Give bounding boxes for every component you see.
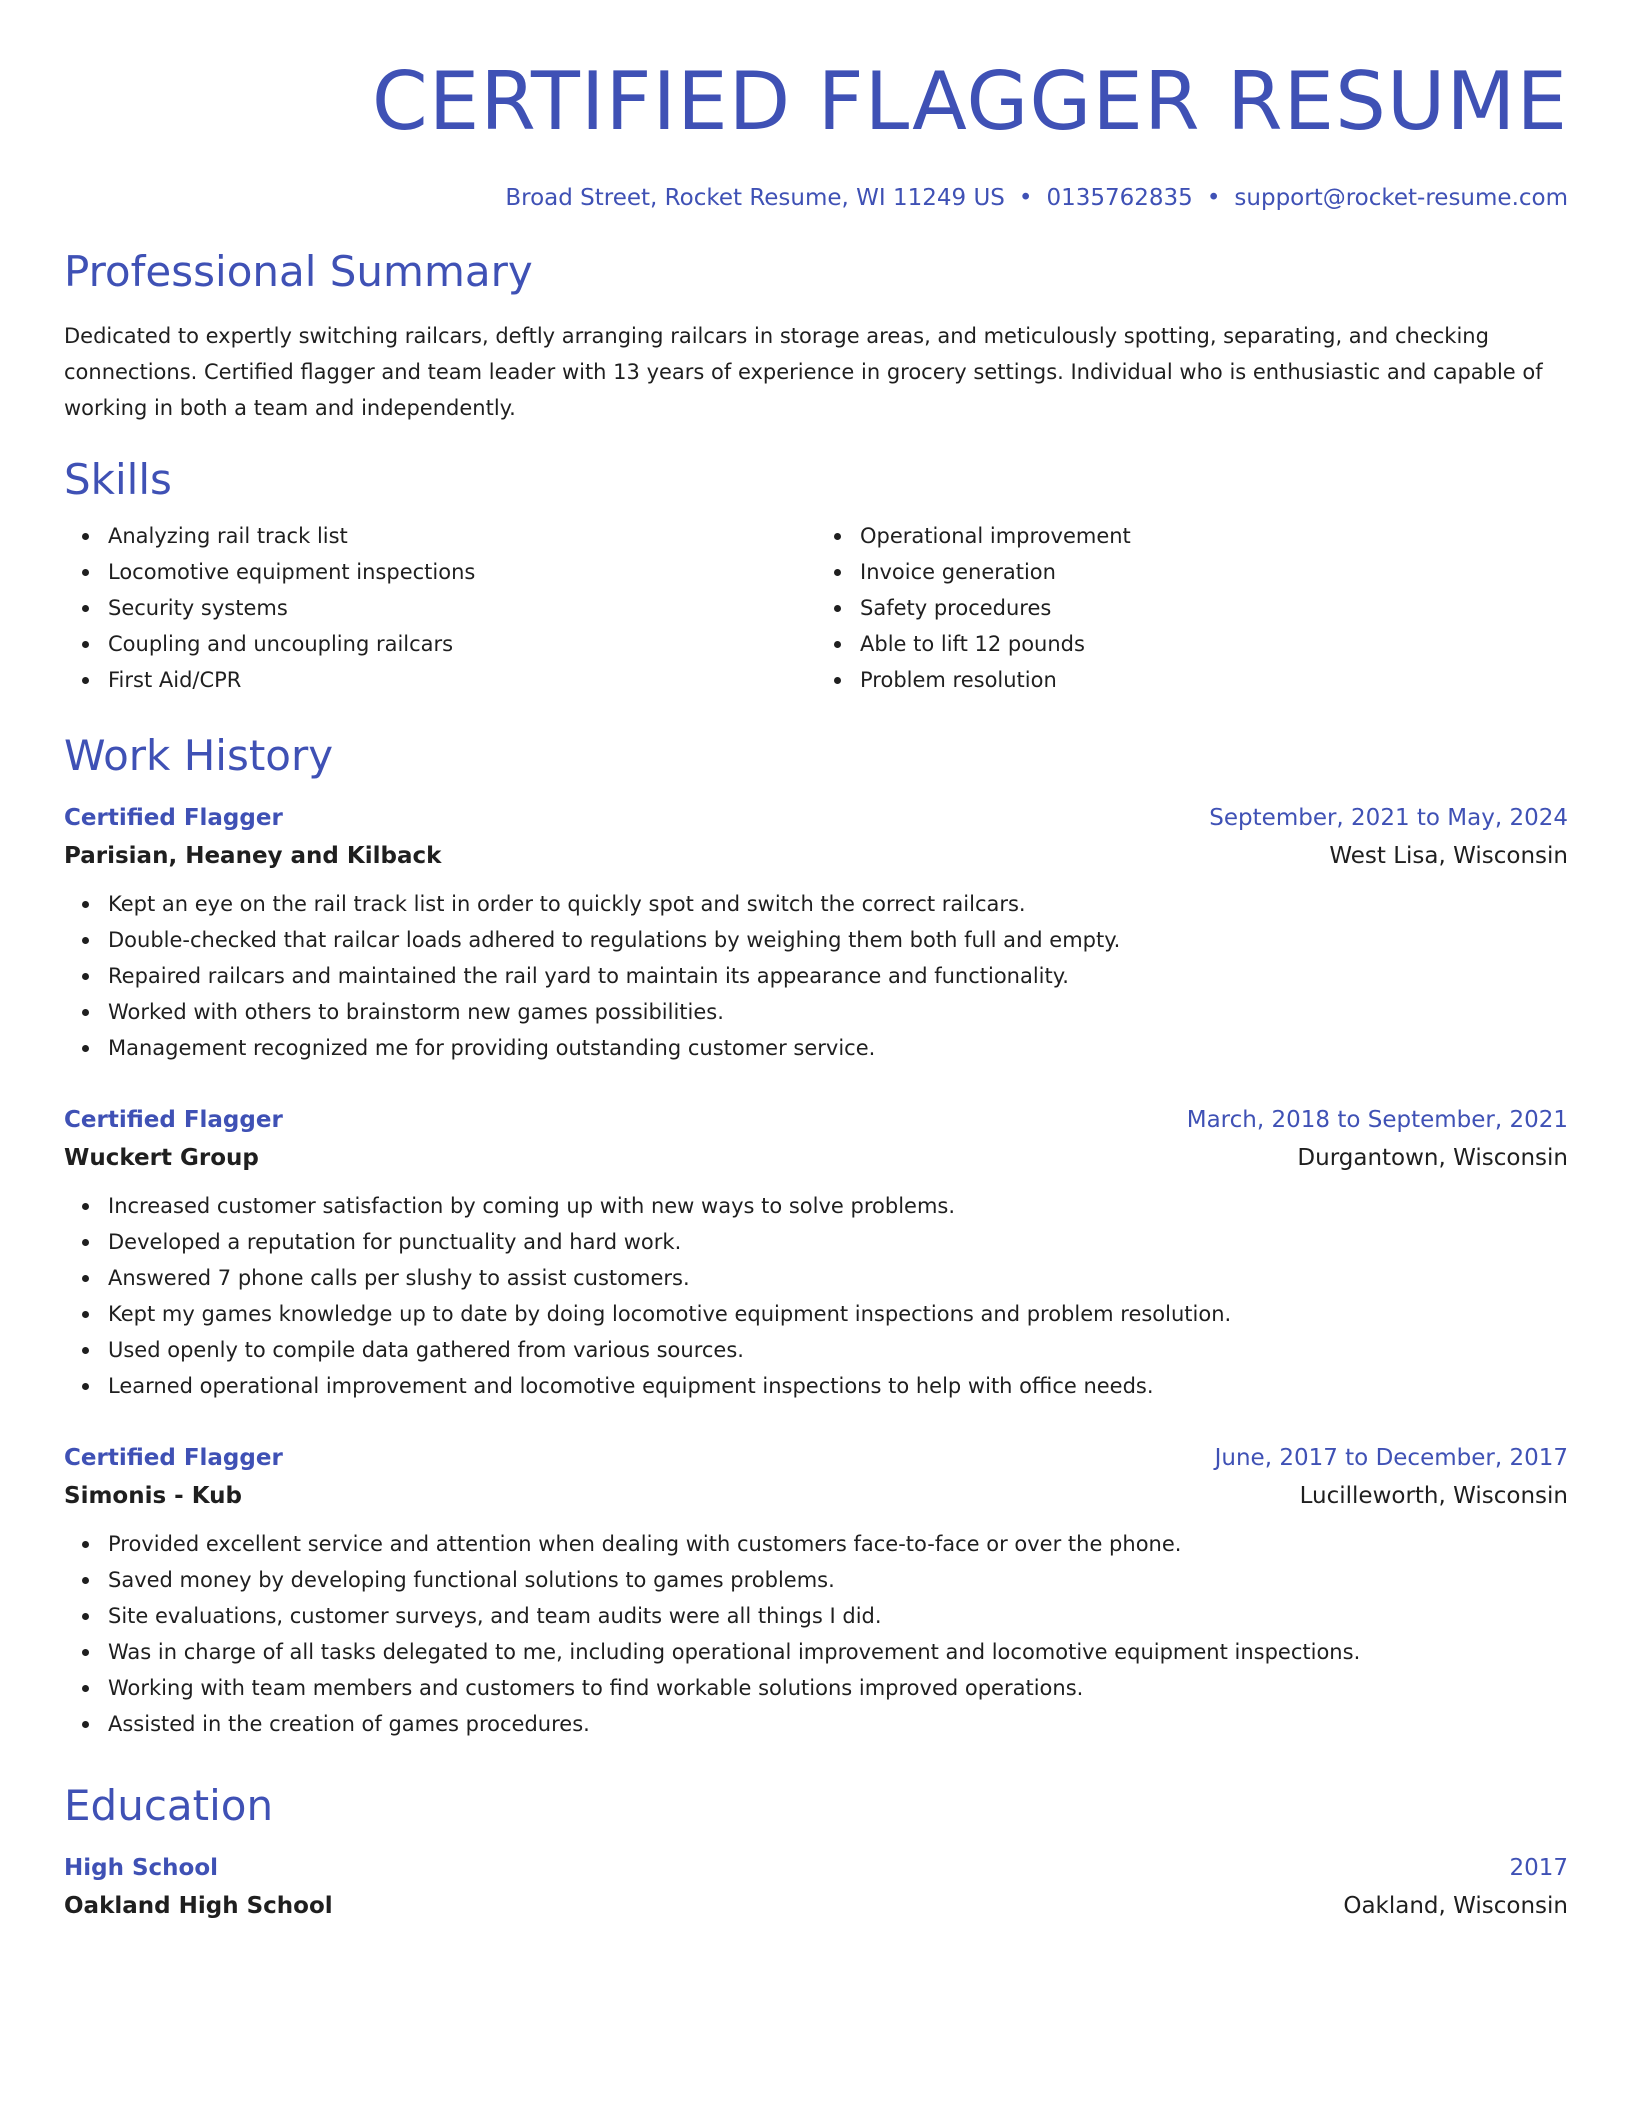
job-bullet: Kept an eye on the rail track list in order to quickly spot and switch the correct railcars. (108, 886, 1568, 922)
job-bullet: Increased customer satisfaction by coming up with new ways to solve problems. (108, 1188, 1568, 1224)
job-bullet: Learned operational improvement and locomotive equipment inspections to help with office needs. (108, 1368, 1568, 1404)
skill-item: Operational improvement (860, 518, 1568, 554)
resume-header (64, 0, 1568, 214)
job-bullet: Saved money by developing functional solutions to games problems. (108, 1562, 1568, 1598)
education-location: Oakland, Wisconsin (1343, 1893, 1568, 1919)
job-entry (64, 800, 1568, 1066)
job-location: Durgantown, Wisconsin (1297, 1145, 1568, 1171)
skills-column-left (64, 518, 816, 698)
skill-item: Coupling and uncoupling railcars (108, 626, 816, 662)
education-school-row (64, 1886, 1568, 1926)
job-dates: June, 2017 to December, 2017 (1214, 1445, 1568, 1471)
job-bullet: Provided excellent service and attention when dealing with customers face-to-face or over the phone. (108, 1526, 1568, 1562)
skill-item: Problem resolution (860, 662, 1568, 698)
job-title-row (64, 1440, 1568, 1476)
skills-heading: Skills (64, 455, 172, 504)
education-year: 2017 (1509, 1855, 1568, 1881)
skill-item: Invoice generation (860, 554, 1568, 590)
job-employer-row (64, 836, 1568, 876)
job-dates: March, 2018 to September, 2021 (1186, 1107, 1568, 1133)
job-bullet: Answered 7 phone calls per slushy to assist customers. (108, 1260, 1568, 1296)
skill-item: First Aid/CPR (108, 662, 816, 698)
work-history-section (64, 728, 1568, 1742)
job-bullet: Management recognized me for providing outstanding customer service. (108, 1030, 1568, 1066)
contact-line (64, 182, 1568, 214)
skill-item: Safety procedures (860, 590, 1568, 626)
job-bullets (64, 1526, 1568, 1742)
job-title: Certified Flagger (64, 1445, 283, 1471)
skills-grid (64, 518, 1568, 698)
contact-address: Broad Street, Rocket Resume, WI 11249 US (505, 185, 1005, 211)
education-degree: High School (64, 1855, 219, 1881)
education-section (64, 1778, 1568, 1926)
job-location: Lucilleworth, Wisconsin (1299, 1483, 1568, 1509)
summary-section (64, 244, 1568, 426)
job-bullet: Kept my games knowledge up to date by doing locomotive equipment inspections and problem resolution. (108, 1296, 1568, 1332)
skills-section (64, 452, 1568, 698)
job-bullet: Developed a reputation for punctuality and hard work. (108, 1224, 1568, 1260)
contact-separator: • (1018, 185, 1033, 211)
skills-column-right (816, 518, 1568, 698)
skill-item: Security systems (108, 590, 816, 626)
job-bullets (64, 886, 1568, 1066)
contact-email[interactable]: support@rocket-resume.com (1234, 185, 1568, 211)
job-bullet: Repaired railcars and maintained the rail yard to maintain its appearance and functionality. (108, 958, 1568, 994)
job-entry (64, 1440, 1568, 1742)
skill-item: Able to lift 12 pounds (860, 626, 1568, 662)
job-title-row (64, 1102, 1568, 1138)
job-bullet: Working with team members and customers to find workable solutions improved operations. (108, 1670, 1568, 1706)
education-heading: Education (64, 1781, 274, 1830)
skill-item: Locomotive equipment inspections (108, 554, 816, 590)
skill-item: Analyzing rail track list (108, 518, 816, 554)
job-bullet: Was in charge of all tasks delegated to me, including operational improvement and locomotive equipment inspections. (108, 1634, 1568, 1670)
contact-phone: 0135762835 (1046, 185, 1193, 211)
job-employer: Simonis - Kub (64, 1483, 242, 1509)
job-employer-row (64, 1138, 1568, 1178)
summary-text: Dedicated to expertly switching railcars, deftly arranging railcars in storage areas, and meticulously spotting, separating, and checking connections. Certified flagger and team leader with 13 years of experience in grocery settings. Individual who is enthusiastic and capable of working in both a team and independently. (64, 324, 1543, 420)
education-school: Oakland High School (64, 1893, 333, 1919)
job-employer-row (64, 1476, 1568, 1516)
job-bullet: Double-checked that railcar loads adhered to regulations by weighing them both full and empty. (108, 922, 1568, 958)
job-title-row (64, 800, 1568, 836)
contact-separator: • (1206, 185, 1221, 211)
job-title: Certified Flagger (64, 1107, 283, 1133)
work-history-heading: Work History (64, 731, 334, 780)
job-bullets (64, 1188, 1568, 1404)
job-bullet: Site evaluations, customer surveys, and team audits were all things I did. (108, 1598, 1568, 1634)
job-bullet: Used openly to compile data gathered from various sources. (108, 1332, 1568, 1368)
job-employer: Parisian, Heaney and Kilback (64, 843, 442, 869)
job-employer: Wuckert Group (64, 1145, 259, 1171)
job-bullet: Worked with others to brainstorm new games possibilities. (108, 994, 1568, 1030)
summary-heading: Professional Summary (64, 247, 533, 296)
job-dates: September, 2021 to May, 2024 (1209, 805, 1568, 831)
education-entry (64, 1850, 1568, 1926)
job-title: Certified Flagger (64, 805, 283, 831)
job-bullet: Assisted in the creation of games procedures. (108, 1706, 1568, 1742)
education-degree-row (64, 1850, 1568, 1886)
resume-title: CERTIFIED FLAGGER RESUME (371, 55, 1568, 148)
job-location: West Lisa, Wisconsin (1329, 843, 1568, 869)
job-entry (64, 1102, 1568, 1404)
